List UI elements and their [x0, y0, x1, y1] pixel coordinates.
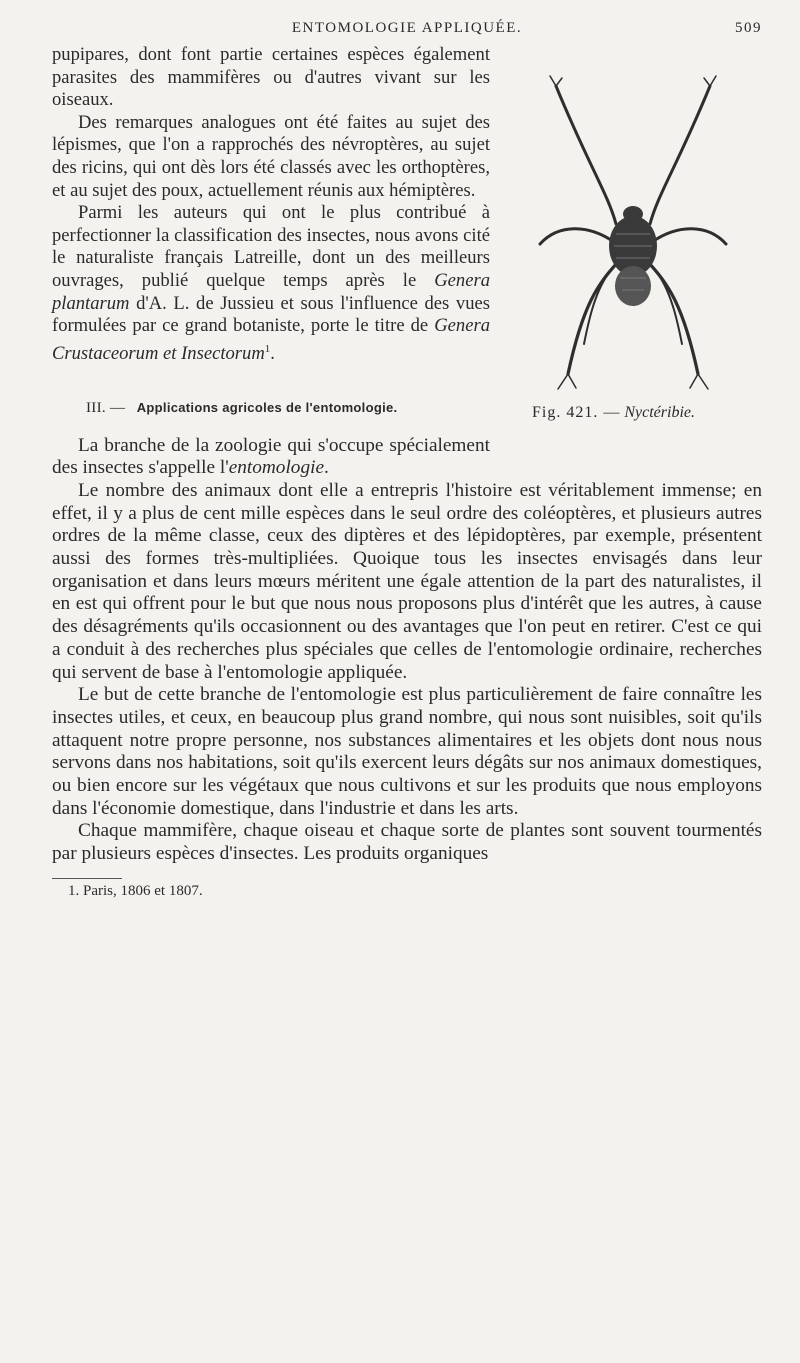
genera-crustaceorum: Genera Crustaceorum et Insectorum — [52, 315, 490, 364]
intro-p3-start: Parmi les auteurs qui ont le plus contribué à perfectionner la classification des insectes, nous avons cité le naturaliste français Latreille, dont un des meilleurs ouvrages, publié quelque temps après le — [52, 202, 490, 291]
figure-label: Fig. 421. — — [532, 404, 621, 421]
footnote-marker: 1. — [68, 882, 80, 899]
section-title: Applications agricoles de l'entomologie. — [136, 399, 398, 415]
body-paragraph-3: Le but de cette branche de l'entomologie est plus particulièrement de faire connaître les insectes utiles, et ceux, en beaucoup plus grand nombre, qui nous sont nuisibles, soit qu'ils attaquent notre propre personne, nos substances alimentaires et les objets dont nous nous servons dans nos habitations, soit qu'ils exercent leurs dégâts sur nos animaux domestiques, ou bien encore sur les végétaux que nous cultivons et sur les produits que nous employons dans l'économie domestique, dans l'industrie et dans les arts. — [52, 684, 762, 819]
page — [52, 14, 762, 900]
running-title: ENTOMOLOGIE APPLIQUÉE. — [291, 20, 523, 36]
footnote-divider — [52, 878, 122, 879]
body-p1-start: La branche de la zoologie qui s'occupe spécialement des insectes s'appelle l' — [52, 434, 490, 479]
intro-paragraph-2: Des remarques analogues ont été faites au sujet des lépismes, que l'on a rapprochés des névroptères, au sujet des ricins, qui ont dès lors été classés avec les orthoptères, et au sujet des poux, actuellement réunis aux hémiptères. — [52, 111, 490, 201]
section-body — [52, 435, 762, 866]
footnote-ref: 1 — [264, 342, 271, 355]
footnote — [68, 883, 762, 900]
body-p1-end: . — [324, 457, 329, 479]
intro-p3-middle: d'A. L. de Jussieu et sous l'influence des vues formulées par ce grand botaniste, porte le titre de — [52, 292, 490, 337]
intro-paragraph-1: pupipares, dont font partie certaines espèces également parasites des mammifères ou d'autres vivant sur les oiseaux. — [52, 44, 490, 111]
figure — [502, 74, 762, 436]
body-paragraph-2: Le nombre des animaux dont elle a entrepris l'histoire est véritablement immense; en effet, il y a plus de cent mille espèces dans le seul ordre des coléoptères, et plusieurs autres ordres de la même classe, ceux des diptères et des lépidoptères, par exemple, présentent aussi des formes très-multipliées. Quoique tous les insectes envisagés dans leur organisation et dans leurs mœurs méritent une égale attention de la part des naturalistes, il en est qui offrent pour le but que nous nous proposons plus d'intérêt que les autres, à cause des désagréments qu'ils occasionnent ou des avantages que l'on peut en retirer. C'est ce qui a conduit à des recherches plus spéciales que celles de l'entomologie ordinaire, recherches qui servent de base à l'entomologie appliquée. — [52, 479, 762, 683]
genera-plantarum: Genera plantarum — [52, 269, 490, 314]
term-entomologie: entomologie — [228, 457, 325, 479]
insect-illustration-icon — [528, 74, 738, 394]
intro-p3-end: . — [270, 342, 275, 364]
running-head — [52, 14, 762, 44]
body-paragraph-4: Chaque mammifère, chaque oiseau et chaque sorte de plantes sont souvent tourmentés par plusieurs espèces d'insectes. Les produits organiques — [52, 820, 762, 865]
figure-caption — [532, 404, 762, 422]
body-paragraph-1 — [52, 435, 762, 480]
footnote-text: Paris, 1806 et 1807. — [83, 882, 203, 899]
page-number: 509 — [735, 20, 762, 36]
section-number: III. — — [86, 399, 126, 416]
figure-name: Nyctéribie. — [624, 404, 695, 421]
